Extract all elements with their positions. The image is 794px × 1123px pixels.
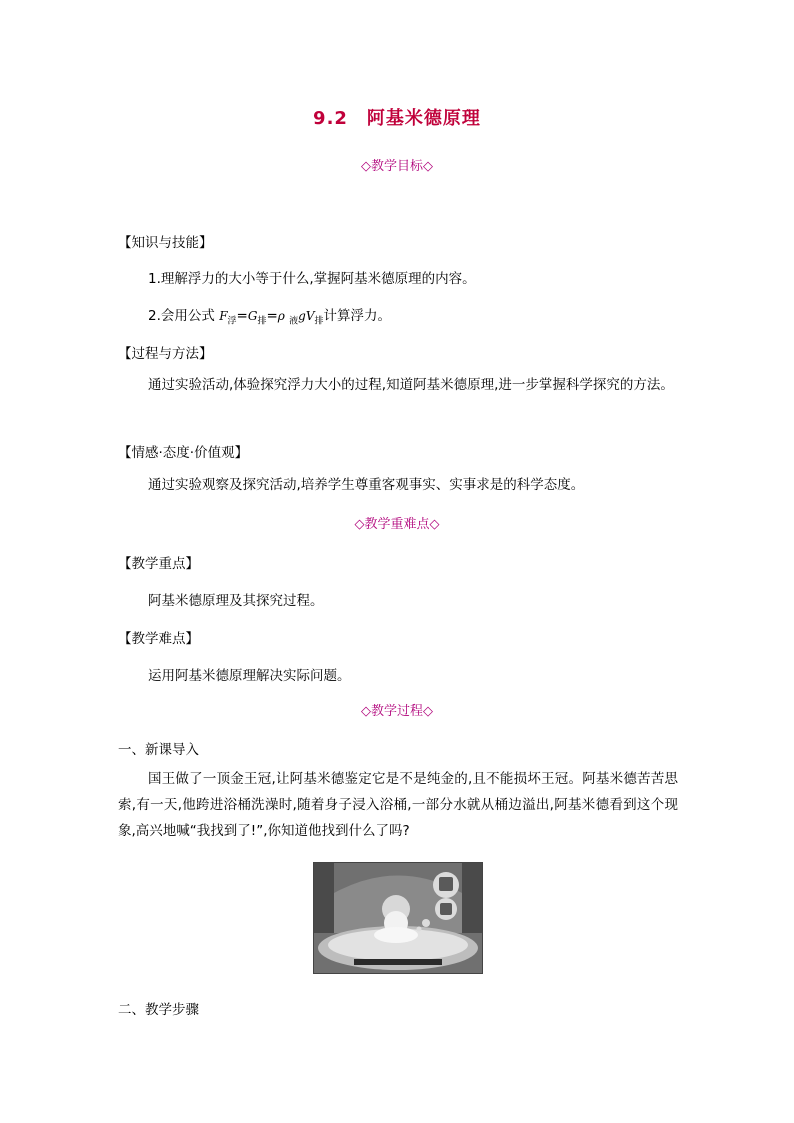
knowledge-item-2 [148, 304, 391, 327]
symbol-g-small: g [298, 309, 306, 323]
page-title: 9.2 阿基米德原理 [313, 108, 481, 129]
label-focus: 【教学重点】 [118, 556, 199, 572]
label-process-method: 【过程与方法】 [118, 346, 213, 362]
steps-heading: 二、教学步骤 [118, 1002, 199, 1018]
intro-heading: 一、新课导入 [118, 742, 199, 758]
intro-text: 国王做了一顶金王冠,让阿基米德鉴定它是不是纯金的,且不能损坏王冠。阿基米德苦苦思索,有一天,他跨进浴桶洗澡时,随着身子浸入浴桶,一部分水就从桶边溢出,阿基米德看到这个现象,高兴地喊“我找到了!”,你知道他找到什么了吗? [118, 771, 678, 839]
heading-key-points: ◇教学重难点◇ [354, 517, 440, 532]
archimedes-bath-illustration [313, 862, 483, 974]
equals-1: = [236, 308, 248, 324]
difficulty-text: 运用阿基米德原理解决实际问题。 [148, 668, 351, 684]
sub-v: 排 [314, 316, 324, 327]
heading-objectives: ◇教学目标◇ [361, 159, 433, 174]
symbol-v: V [305, 309, 315, 323]
item2-prefix: 2.会用公式 [148, 308, 215, 324]
label-emotion: 【情感·态度·价值观】 [118, 445, 249, 461]
sub-rho: 液 [289, 316, 299, 327]
equals-2: = [266, 308, 278, 324]
item2-suffix: 计算浮力。 [323, 308, 392, 324]
sub-g: 排 [257, 316, 267, 327]
symbol-f: F [219, 309, 228, 323]
label-knowledge: 【知识与技能】 [118, 235, 213, 251]
process-method-text: 通过实验活动,体验探究浮力大小的过程,知道阿基米德原理,进一步掌握科学探究的方法。 [148, 377, 674, 393]
emotion-text: 通过实验观察及探究活动,培养学生尊重客观事实、实事求是的科学态度。 [148, 477, 585, 493]
sub-f: 浮 [227, 316, 237, 327]
heading-process: ◇教学过程◇ [361, 704, 433, 719]
symbol-rho: ρ [277, 309, 285, 323]
knowledge-item-1: 1.理解浮力的大小等于什么,掌握阿基米德原理的内容。 [148, 271, 476, 287]
label-difficulty: 【教学难点】 [118, 631, 199, 647]
symbol-g: G [247, 309, 258, 323]
focus-text: 阿基米德原理及其探究过程。 [148, 593, 324, 609]
